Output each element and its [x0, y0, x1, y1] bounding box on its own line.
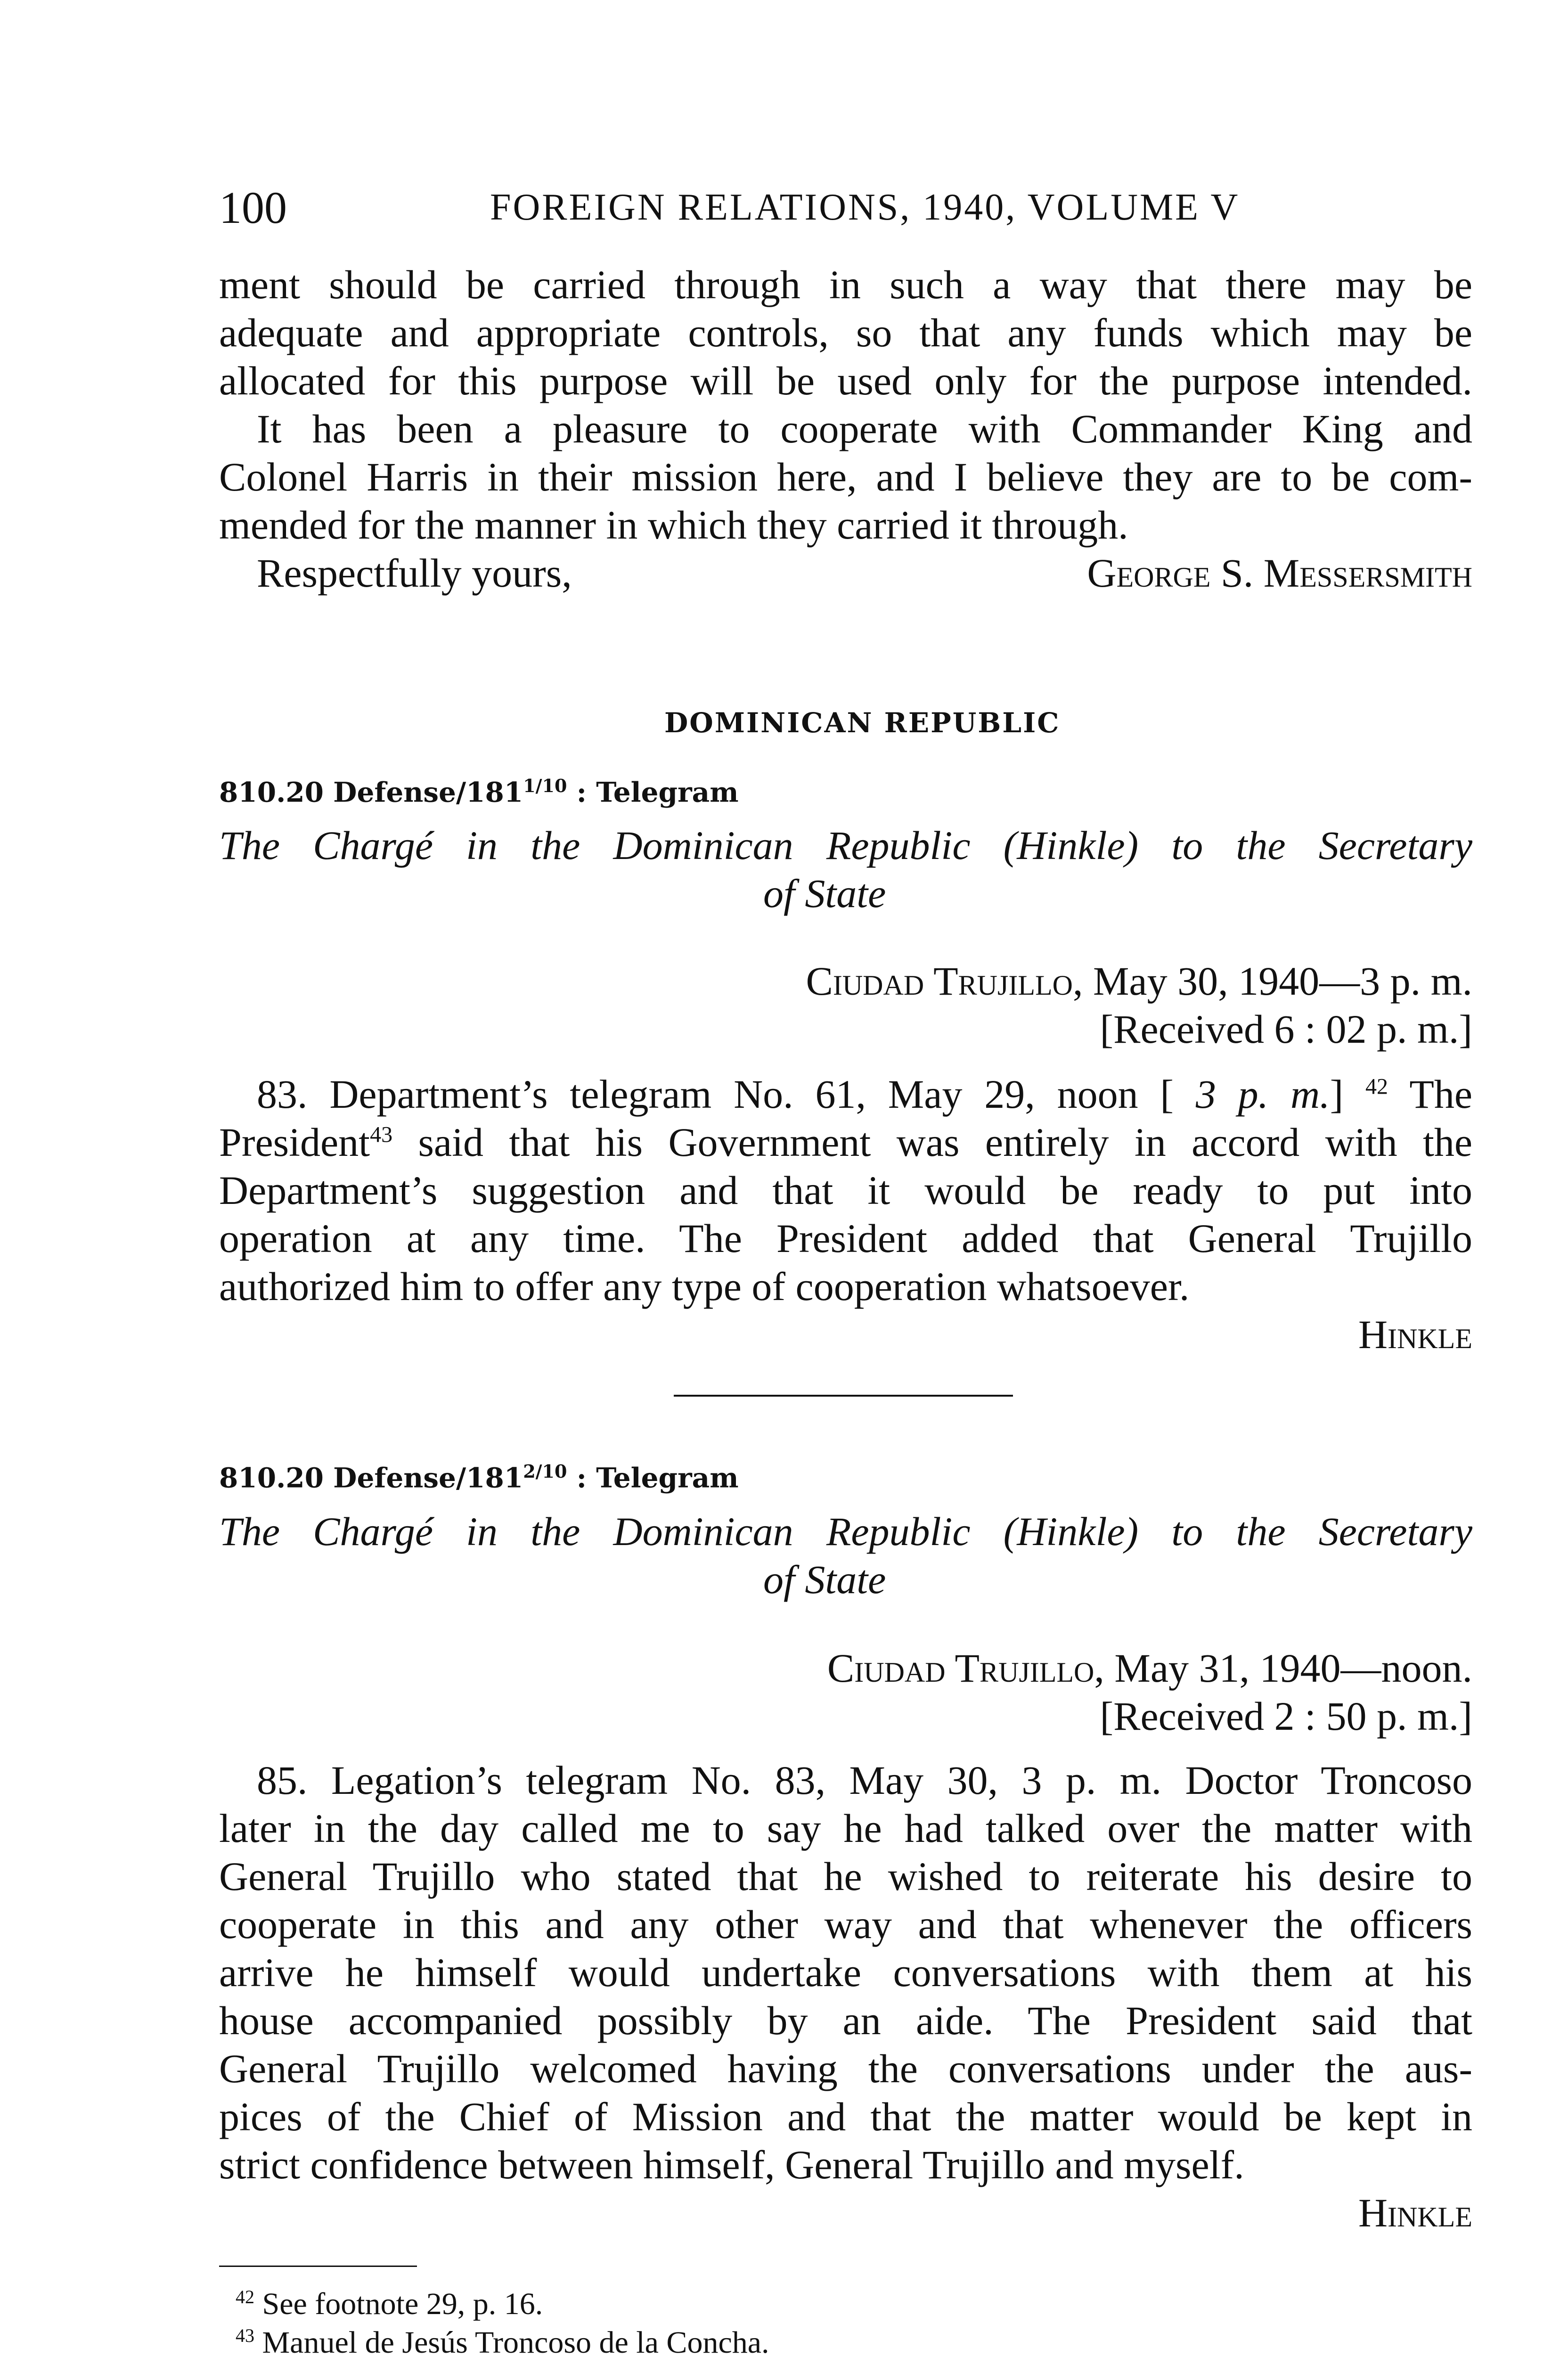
telegram-title: The Chargé in the Dominican Republic (Hinkle) to the Secretary — [219, 1509, 1472, 1554]
section-title: DOMINICAN REPUBLIC — [664, 707, 1061, 739]
intro-line: allocated for this purpose will be used only for the purpose intended. — [219, 358, 1472, 403]
signer: Hinkle — [1358, 1312, 1472, 1357]
signature: George S. Messersmith — [1087, 550, 1472, 596]
footnote-number: 42 — [236, 2286, 254, 2307]
body-line: cooperate in this and any other way and that whenever the officers — [219, 1902, 1472, 1947]
body-line: strict confidence between himself, General Trujillo and myself. — [219, 2142, 1244, 2187]
date-time: May 30, 1940—3 p. m. — [1093, 958, 1472, 1004]
closing: Respectfully yours, — [257, 550, 572, 596]
body-line: General Trujillo welcomed having the conversations under the aus- — [219, 2046, 1472, 2091]
telegram-title-cont: of State — [763, 871, 886, 916]
body-line: General Trujillo who stated that he wished to reiterate his desire to — [219, 1854, 1472, 1899]
body-line: pices of the Chief of Mission and that the matter would be kept in — [219, 2094, 1472, 2139]
body-line: Department’s suggestion and that it would be ready to put into — [219, 1168, 1472, 1213]
place: Ciudad Trujillo, — [827, 1645, 1104, 1691]
separator-rule — [674, 1395, 1013, 1397]
intro-line: It has been a pleasure to cooperate with Commander King and — [257, 406, 1472, 451]
received-note: [Received 2 : 50 p. m.] — [1100, 1693, 1472, 1739]
signer: Hinkle — [1358, 2190, 1472, 2235]
place: Ciudad Trujillo, — [806, 958, 1083, 1004]
footnote: $^{43}$ Manuel de Jesús Troncoso de la Concha. — [236, 2325, 769, 2356]
intro-line: adequate and appropriate controls, so that any funds which may be — [219, 310, 1472, 355]
page-number: 100 — [219, 182, 287, 233]
body-line: 83. Department’s telegram No. 61, May 29, noon [ 3 p. m.] $^{42}$ The — [257, 1072, 1473, 1117]
editorial-correction: 3 p. m. — [1195, 1072, 1330, 1117]
intro-line: mended for the manner in which they carried it through. — [219, 502, 1128, 548]
fraction: 2/10 — [523, 1461, 567, 1482]
intro-line: Colonel Harris in their mission here, and I believe they are to be com- — [219, 454, 1472, 499]
intro-line: ment should be carried through in such a way that there may be — [219, 262, 1472, 307]
body-line: authorized him to offer any type of cooperation whatsoever. — [219, 1264, 1190, 1309]
body-line: later in the day called me to say he had talked over the matter with — [219, 1806, 1472, 1851]
footnote-ref: 43 — [370, 1122, 393, 1147]
body-line: President$^{43}$ said that his Government was entirely in accord with the — [219, 1120, 1473, 1165]
date-time: May 31, 1940—noon. — [1114, 1645, 1472, 1691]
document-file-reference: 810.20 Defense/$181^{1/10}$ : Telegram — [219, 775, 739, 809]
body-line: arrive he himself would undertake conversations with them at his — [219, 1950, 1472, 1995]
footnote: $^{42}$ See footnote 29, p. 16. — [236, 2286, 543, 2321]
fraction: 1/10 — [523, 775, 567, 796]
body-line: 85. Legation’s telegram No. 83, May 30, 3 p. m. Doctor Troncoso — [257, 1758, 1472, 1803]
running-title: FOREIGN RELATIONS, 1940, VOLUME V — [490, 187, 1240, 228]
body-line: house accompanied possibly by an aide. The President said that — [219, 1998, 1472, 2043]
received-note: [Received 6 : 02 p. m.] — [1100, 1006, 1472, 1052]
document-file-reference: 810.20 Defense/$181^{2/10}$ : Telegram — [219, 1461, 739, 1494]
dateline — [806, 957, 1473, 1006]
telegram-title: The Chargé in the Dominican Republic (Hinkle) to the Secretary — [219, 823, 1472, 868]
footnote-rule — [219, 2266, 417, 2267]
telegram-title-cont: of State — [763, 1557, 886, 1602]
footnote-ref: 42 — [1365, 1074, 1388, 1099]
dateline — [827, 1644, 1472, 1693]
body-line: operation at any time. The President added that General Trujillo — [219, 1216, 1472, 1261]
footnote-number: 43 — [236, 2325, 254, 2346]
